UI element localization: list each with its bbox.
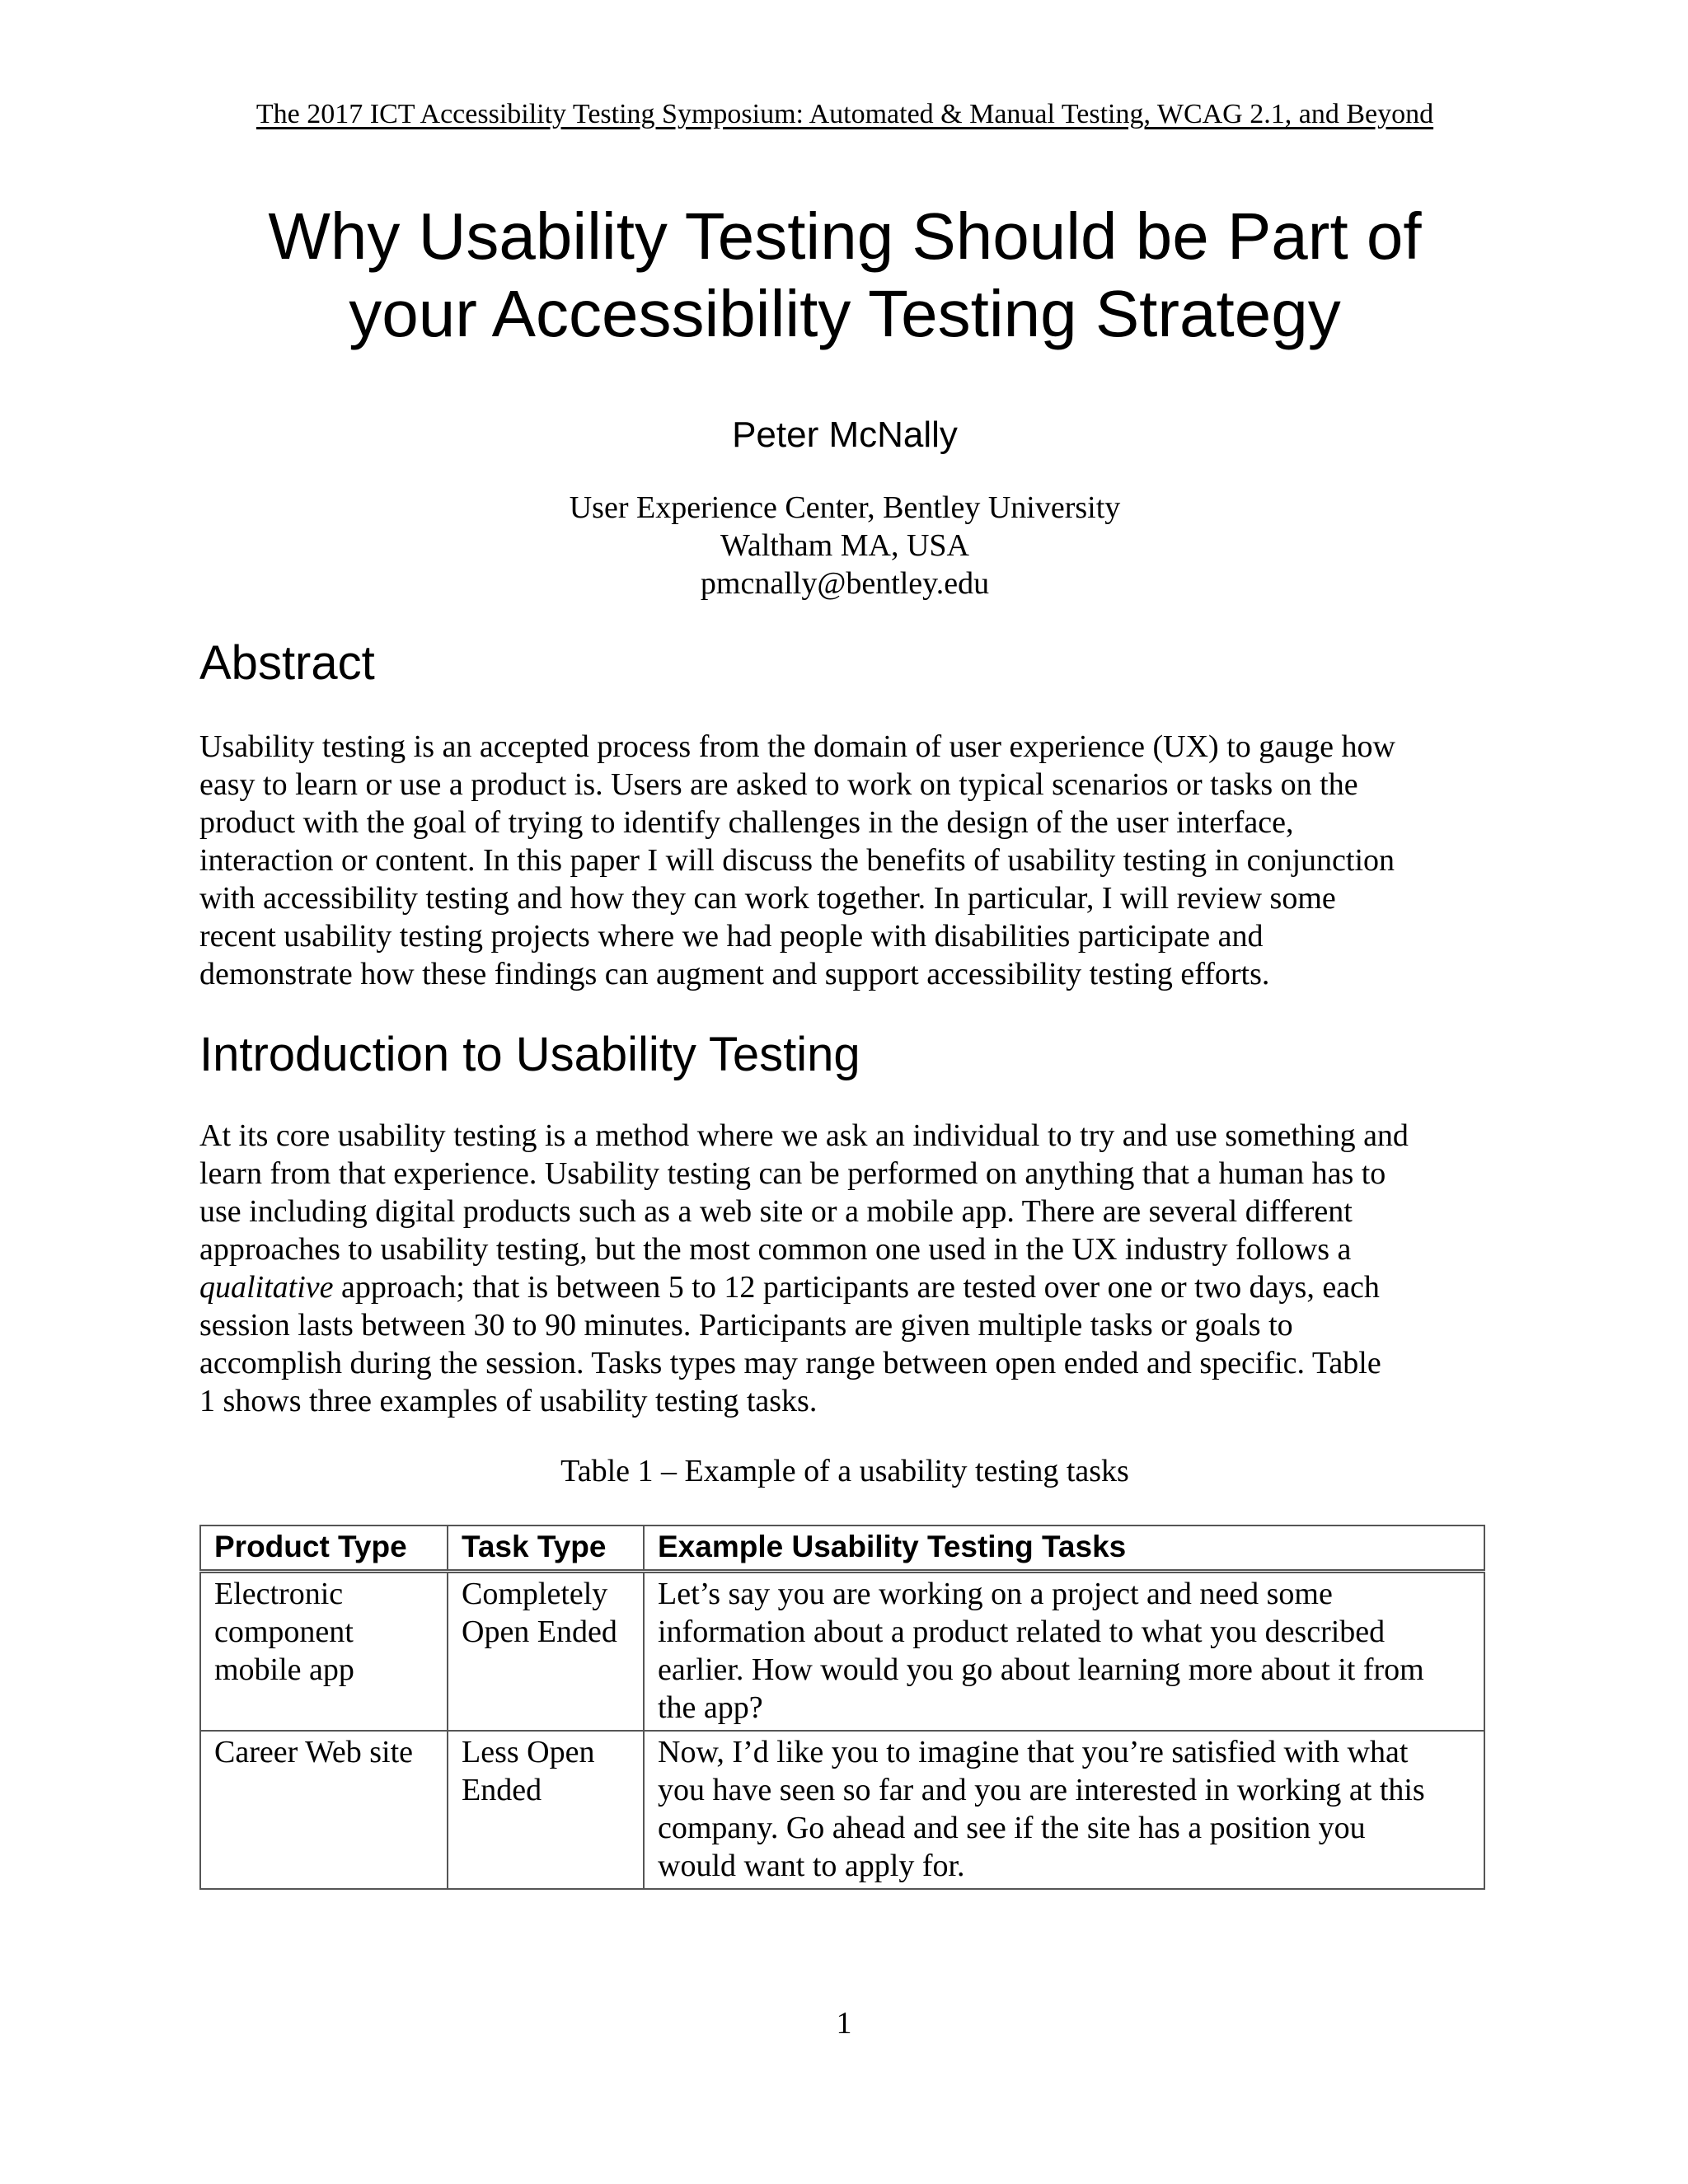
intro-line: session lasts between 30 to 90 minutes. Participants are given multiple tasks or goals to <box>199 1308 1293 1343</box>
title-line-1: Why Usability Testing Should be Part of <box>268 199 1422 273</box>
abstract-line: Usability testing is an accepted process from the domain of user experience (UX) to gauge how <box>199 729 1395 764</box>
cell-example-task <box>644 1572 1484 1732</box>
cell-line: component <box>214 1615 354 1649</box>
cell-line: Completely <box>462 1577 608 1611</box>
table-caption: Table 1 – Example of a usability testing tasks <box>560 1454 1129 1488</box>
cell-line: mobile app <box>214 1652 354 1687</box>
intro-line <box>199 1268 1485 1306</box>
cell-line: Ended <box>462 1773 542 1807</box>
cell-task-type <box>448 1731 644 1889</box>
cell-product-type <box>200 1572 448 1732</box>
author-affiliation <box>165 489 1525 602</box>
column-header-example-tasks: Example Usability Testing Tasks <box>644 1526 1484 1572</box>
cell-example-task <box>644 1731 1484 1889</box>
cell-product-type <box>200 1731 448 1889</box>
cell-line: the app? <box>658 1690 763 1725</box>
table-row <box>200 1572 1484 1732</box>
intro-line: accomplish during the session. Tasks types may range between open ended and specific. Table <box>199 1346 1381 1380</box>
intro-paragraph <box>199 1117 1485 1420</box>
author-email: pmcnally@bentley.edu <box>700 566 990 601</box>
intro-line: approaches to usability testing, but the most common one used in the UX industry follows a <box>199 1232 1352 1267</box>
table-header-row <box>200 1526 1484 1572</box>
cell-line: Now, I’d like you to imagine that you’re satisfied with what <box>658 1735 1409 1769</box>
intro-heading: Introduction to Usability Testing <box>199 1028 860 1081</box>
intro-line: learn from that experience. Usability testing can be performed on anything that a human has to <box>199 1156 1386 1191</box>
abstract-paragraph <box>199 728 1485 993</box>
running-header: The 2017 ICT Accessibility Testing Symposium: Automated & Manual Testing, WCAG 2.1, and Beyond <box>256 99 1434 129</box>
usability-tasks-table <box>199 1525 1485 1890</box>
abstract-line: easy to learn or use a product is. Users are asked to work on typical scenarios or tasks on the <box>199 767 1358 802</box>
cell-line: Let’s say you are working on a project and need some <box>658 1577 1333 1611</box>
affiliation-location: Waltham MA, USA <box>720 528 969 563</box>
page-number: 1 <box>836 2006 852 2041</box>
cell-line: Electronic <box>214 1577 344 1611</box>
cell-line: information about a product related to what you described <box>658 1615 1386 1649</box>
cell-line: Open Ended <box>462 1615 617 1649</box>
cell-line: company. Go ahead and see if the site has a position you <box>658 1811 1366 1845</box>
abstract-line: demonstrate how these findings can augment and support accessibility testing efforts. <box>199 957 1270 991</box>
author-name: Peter McNally <box>732 415 958 455</box>
cell-line: Less Open <box>462 1735 595 1769</box>
cell-line: Career Web site <box>214 1735 414 1769</box>
affiliation-institution: User Experience Center, Bentley University <box>569 490 1121 525</box>
column-header-product-type: Product Type <box>200 1526 448 1572</box>
table-row <box>200 1731 1484 1889</box>
paper-title <box>165 198 1525 353</box>
abstract-line: product with the goal of trying to identify challenges in the design of the user interface, <box>199 805 1294 840</box>
cell-line: you have seen so far and you are interested in working at this <box>658 1773 1425 1807</box>
intro-line-rest: approach; that is between 5 to 12 participants are tested over one or two days, each <box>333 1270 1380 1305</box>
cell-task-type <box>448 1572 644 1732</box>
abstract-heading: Abstract <box>199 636 375 690</box>
abstract-line: recent usability testing projects where we had people with disabilities participate and <box>199 919 1264 954</box>
intro-line: use including digital products such as a web site or a mobile app. There are several different <box>199 1194 1353 1229</box>
column-header-task-type: Task Type <box>448 1526 644 1572</box>
cell-line: would want to apply for. <box>658 1849 965 1883</box>
intro-line: 1 shows three examples of usability testing tasks. <box>199 1384 818 1418</box>
emphasis-qualitative: qualitative <box>199 1270 334 1305</box>
title-line-2: your Accessibility Testing Strategy <box>349 277 1341 350</box>
abstract-line: interaction or content. In this paper I will discuss the benefits of usability testing in conjunction <box>199 843 1395 878</box>
intro-line: At its core usability testing is a method where we ask an individual to try and use something and <box>199 1118 1409 1153</box>
cell-line: earlier. How would you go about learning more about it from <box>658 1652 1424 1687</box>
abstract-line: with accessibility testing and how they can work together. In particular, I will review some <box>199 881 1336 916</box>
